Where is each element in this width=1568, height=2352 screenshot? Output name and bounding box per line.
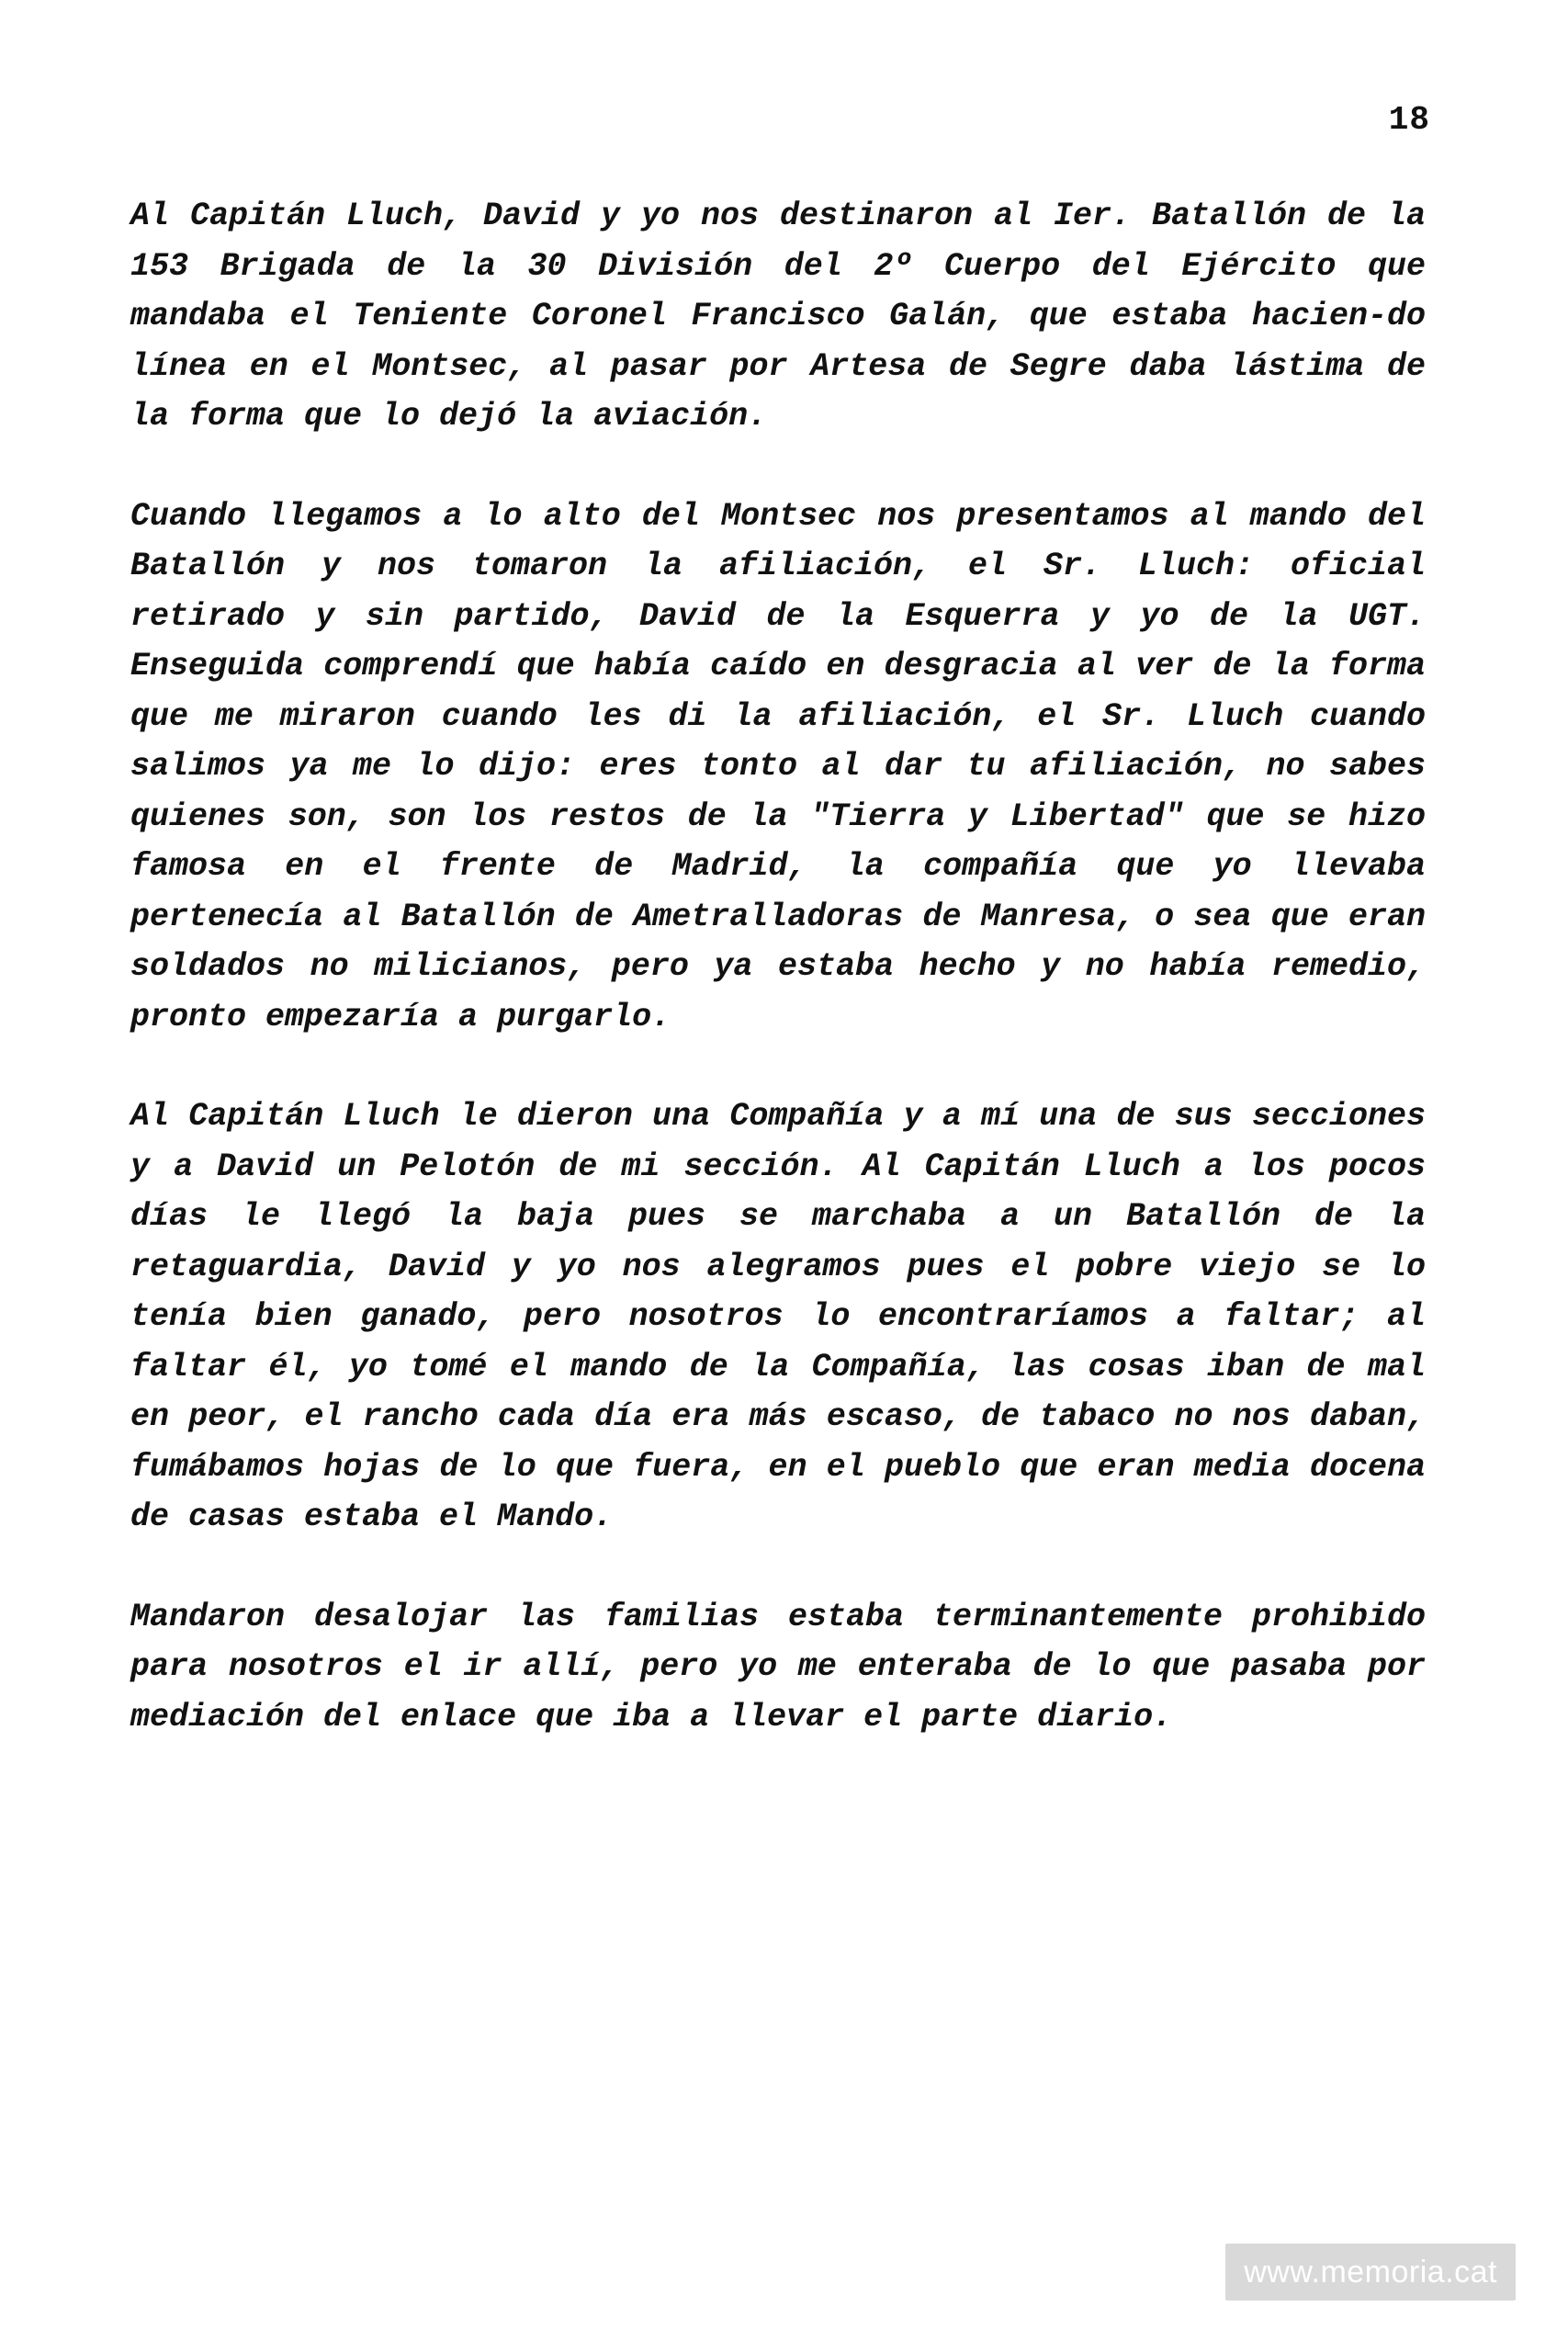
watermark-label: www.memoria.cat <box>1225 2244 1516 2301</box>
page-body <box>130 191 1426 1792</box>
page-number: 18 <box>1388 101 1430 139</box>
paragraph-2: Cuando llegamos a lo alto del Montsec nos presentamos al mando del Batallón y nos tomaron la afiliación, el Sr. Lluch: oficial retirado y sin partido, David de la Esquerra y yo de la UGT. Enseguida comprendí que había caído en desgracia al ver de la forma que me miraron cuando les di la afiliación, el Sr. Lluch cuando salimos ya me lo dijo: eres tonto al dar tu afiliación, no sabes quienes son, son los restos de la "Tierra y Libertad" que se hizo famosa en el frente de Madrid, la compañía que yo llevaba pertenecía al Batallón de Ametralladoras de Manresa, o sea que eran soldados no milicianos, pero ya estaba hecho y no había remedio, pronto empezaría a purgarlo. <box>130 497 1426 1035</box>
paragraph-3: Al Capitán Lluch le dieron una Compañía y a mí una de sus secciones y a David un Pelotón de mi sección. Al Capitán Lluch a los pocos días le llegó la baja pues se marchaba a un Batallón de la retaguardia, David y yo nos alegramos pues el pobre viejo se lo tenía bien ganado, pero nosotros lo encontraríamos a faltar; al faltar él, yo tomé el mando de la Compañía, las cosas iban de mal en peor, el rancho cada día era más escaso, de tabaco no nos daban, fumábamos hojas de lo que fuera, en el pueblo que eran media docena de casas estaba el Mando. <box>130 1098 1426 1535</box>
paragraph-1: Al Capitán Lluch, David y yo nos destinaron al Ier. Batallón de la 153 Brigada de la 30 División del 2º Cuerpo del Ejército que mandaba el Teniente Coronel Francisco Galán, que estaba hacien-do línea en el Montsec, al pasar por Artesa de Segre daba lástima de la forma que lo dejó la aviación. <box>130 198 1426 435</box>
paragraph-4: Mandaron desalojar las familias estaba terminantemente prohibido para nosotros el ir allí, pero yo me enteraba de lo que pasaba por mediación del enlace que iba a llevar el parte diario. <box>130 1598 1426 1736</box>
